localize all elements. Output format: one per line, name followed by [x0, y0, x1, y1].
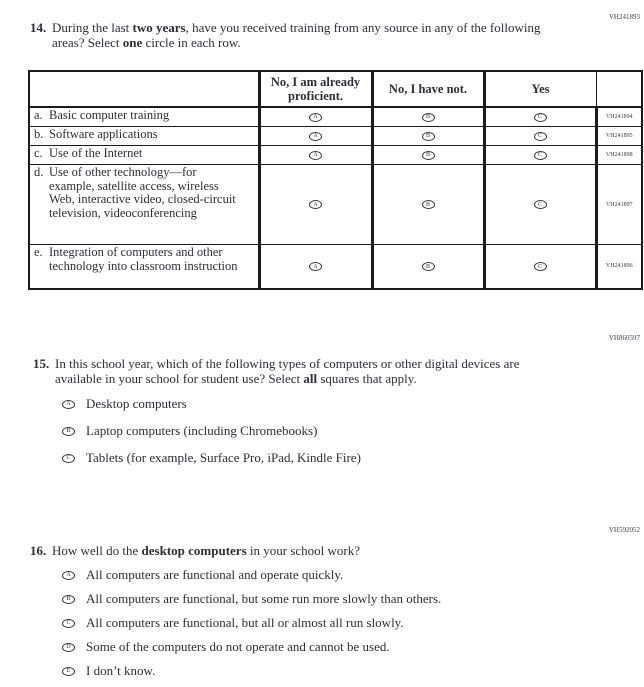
- question-16-options: [62, 568, 441, 687]
- question-15: [33, 356, 547, 386]
- answer-oval-c[interactable]: C: [534, 132, 547, 141]
- vh-code-q15: VH860597: [608, 334, 640, 342]
- row-letter: e.: [34, 245, 43, 259]
- row-vh-code: VH241898: [596, 146, 642, 165]
- option-tablets: [62, 451, 361, 465]
- row-letter: c.: [34, 146, 43, 160]
- table-header-code-cell: [596, 71, 642, 107]
- row-label: Use of other technology—for example, satellite access, wireless Web, interactive video, closed-circuit television, videoconferencing: [49, 165, 236, 220]
- table-header-already-proficient: No, I am already proficient.: [259, 71, 372, 107]
- answer-oval-b[interactable]: B: [422, 132, 435, 141]
- row-vh-code: VH241894: [596, 107, 642, 127]
- option-all-slow: [62, 616, 441, 630]
- option-label: Tablets (for example, Surface Pro, iPad, Kindle Fire): [86, 450, 361, 465]
- answer-oval-a[interactable]: A: [309, 262, 322, 271]
- vh-code-q16: VH592052: [608, 526, 640, 534]
- answer-oval-a[interactable]: A: [62, 400, 75, 409]
- row-label: Integration of computers and other technology into classroom instruction: [49, 245, 238, 273]
- question-16-number: 16.: [30, 543, 47, 558]
- answer-oval-b[interactable]: B: [422, 113, 435, 122]
- row-letter: d.: [34, 165, 44, 179]
- option-some-slower: [62, 592, 441, 606]
- option-label: Some of the computers do not operate and cannot be used.: [86, 639, 390, 654]
- row-vh-code: VH241895: [596, 127, 642, 146]
- answer-oval-b[interactable]: B: [422, 200, 435, 209]
- table-row-d: [29, 165, 642, 245]
- option-laptop-computers: [62, 424, 361, 438]
- question-15-number: 15.: [33, 356, 50, 371]
- answer-oval-e[interactable]: E: [62, 667, 75, 676]
- table-row-a: [29, 107, 642, 127]
- answer-oval-c[interactable]: C: [62, 454, 75, 463]
- option-label: All computers are functional, but some run more slowly than others.: [86, 591, 442, 606]
- option-functional-quickly: [62, 568, 441, 582]
- answer-oval-c[interactable]: C: [534, 262, 547, 271]
- training-table: [28, 70, 643, 290]
- option-label: I don’t know.: [86, 663, 156, 678]
- table-row-e: [29, 245, 642, 289]
- row-label: Use of the Internet: [49, 146, 143, 160]
- answer-oval-c[interactable]: C: [534, 113, 547, 122]
- row-label: Software applications: [49, 127, 158, 141]
- answer-oval-b[interactable]: B: [422, 262, 435, 271]
- row-vh-code: VH241897: [596, 165, 642, 245]
- row-letter: a.: [34, 108, 43, 122]
- vh-code-q14: VH241893: [608, 13, 640, 21]
- option-dont-know: [62, 664, 441, 678]
- answer-oval-c[interactable]: C: [534, 151, 547, 160]
- answer-oval-c[interactable]: C: [534, 200, 547, 209]
- option-some-not-operate: [62, 640, 441, 654]
- answer-oval-a[interactable]: A: [309, 151, 322, 160]
- question-14: [30, 20, 557, 50]
- question-15-options: [62, 397, 361, 478]
- answer-oval-b[interactable]: B: [62, 427, 75, 436]
- answer-oval-a[interactable]: A: [309, 113, 322, 122]
- option-label: Laptop computers (including Chromebooks): [86, 423, 318, 438]
- table-header-have-not: No, I have not.: [372, 71, 484, 107]
- answer-oval-b[interactable]: B: [62, 595, 75, 604]
- option-label: All computers are functional and operate quickly.: [86, 567, 344, 582]
- question-16: [30, 543, 572, 558]
- question-16-prompt: How well do the desktop computers in your school work?: [52, 543, 361, 558]
- option-desktop-computers: [62, 397, 361, 411]
- answer-oval-d[interactable]: D: [62, 643, 75, 652]
- question-15-prompt: In this school year, which of the following types of computers or other digital devices are available in your school for student use? Select all squares that apply.: [55, 356, 520, 386]
- question-14-prompt: During the last two years, have you received training from any source in any of the following areas? Select one circle in each row.: [52, 20, 541, 50]
- answer-oval-a[interactable]: A: [309, 132, 322, 141]
- table-row-b: [29, 127, 642, 146]
- answer-oval-a[interactable]: A: [309, 200, 322, 209]
- question-14-number: 14.: [30, 20, 47, 35]
- answer-oval-c[interactable]: C: [62, 619, 75, 628]
- table-corner-cell: [29, 71, 259, 107]
- answer-oval-b[interactable]: B: [422, 151, 435, 160]
- answer-oval-a[interactable]: A: [62, 571, 75, 580]
- row-letter: b.: [34, 127, 44, 141]
- row-vh-code: VH241896: [596, 245, 642, 289]
- row-label: Basic computer training: [49, 108, 170, 122]
- table-header-yes: Yes: [484, 71, 596, 107]
- option-label: All computers are functional, but all or almost all run slowly.: [86, 615, 404, 630]
- option-label: Desktop computers: [86, 396, 187, 411]
- table-row-c: [29, 146, 642, 165]
